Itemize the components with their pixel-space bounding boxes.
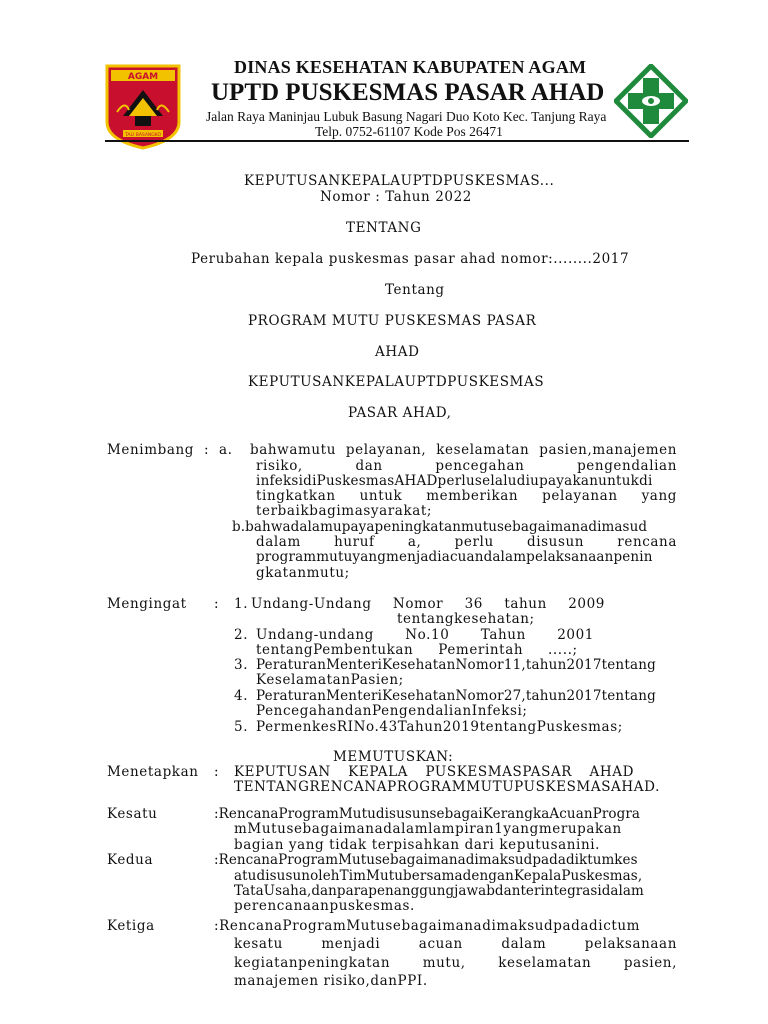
menetapkan-colon: :	[214, 764, 220, 780]
agency-name: DINAS KESEHATAN KABUPATEN AGAM	[234, 57, 587, 77]
mengingat-item: Undang-Undang Nomor 36 tahun 2009	[251, 596, 605, 612]
mengingat-item: tentangkesehatan;	[397, 611, 535, 627]
mengingat-colon: :	[214, 596, 220, 612]
address: Jalan Raya Maninjau Lubuk Basung Nagari Duo Koto Kec. Tanjung Raya	[206, 109, 607, 124]
program-title-2: AHAD	[375, 344, 420, 360]
tentang-subheading: Tentang	[385, 282, 445, 298]
program-title-1: PROGRAM MUTU PUSKESMAS PASAR	[248, 313, 537, 329]
menimbang-b-line: programmutuyangmenjadiacuandalampelaksanaanpenin	[256, 549, 653, 565]
puskesmas-title: UPTD PUSKESMAS PASAR AHAD	[211, 79, 605, 106]
kesatu-line: mMutusebagaimanadalamlampiran1yangmerupakan	[234, 821, 622, 837]
memutuskan-heading: MEMUTUSKAN:	[333, 749, 454, 765]
header-rule	[105, 140, 689, 142]
health-logo	[614, 64, 688, 138]
mengingat-item: PeraturanMenteriKesehatanNomor11,tahun2017tentang	[256, 657, 656, 673]
mengingat-item: PermenkesRINo.43Tahun2019tentangPuskesmas;	[256, 719, 623, 735]
agam-logo-motto: TALI BASANGKO	[124, 133, 162, 138]
menetapkan-line: KEPUTUSAN KEPALA PUSKESMASPASAR AHAD	[234, 764, 634, 780]
menimbang-a-line: tingkatkan untuk memberikan pelayanan yang	[256, 488, 677, 504]
menimbang-a-line: infeksidiPuskesmasAHADperluselaludiupayakanuntukdi	[256, 473, 653, 489]
mengingat-item: PeraturanMenteriKesehatanNomor27,tahun2017tentang	[256, 688, 656, 704]
agam-logo	[105, 64, 181, 150]
menimbang-a-line: terbaikbagimasyarakat;	[256, 503, 433, 519]
kedua-line: atudisusunolehTimMutubersamadenganKepalaPuskesmas,	[234, 868, 643, 884]
menimbang-colon: :	[204, 442, 210, 458]
mengingat-item-number: 5.	[234, 719, 249, 735]
menetapkan-line: TENTANGRENCANAPROGRAMMUTUPUSKESMASAHAD.	[234, 779, 660, 795]
mengingat-label: Mengingat	[107, 596, 187, 612]
ketiga-line: manajemen risiko,danPPI.	[234, 973, 428, 989]
mengingat-item: KeselamatanPasien;	[256, 672, 404, 688]
menimbang-b-line: gkatanmutu;	[256, 565, 350, 581]
phone: Telp. 0752-61107 Kode Pos 26471	[315, 124, 503, 139]
menimbang-label: Menimbang	[107, 442, 195, 458]
mengingat-item-number: 1.	[234, 596, 249, 612]
kepala-title: KEPUTUSANKEPALAUPTDPUSKESMAS	[248, 374, 545, 390]
menimbang-a-line: bahwamutu pelayanan, keselamatan pasien,manajemen	[250, 442, 677, 458]
ketiga-line: :RencanaProgramMutusebagaimanadimaksudpadadictum	[214, 918, 641, 934]
decree-title: KEPUTUSANKEPALAUPTDPUSKESMAS...	[244, 173, 555, 189]
kesatu-label: Kesatu	[107, 806, 158, 822]
kedua-label: Kedua	[107, 852, 154, 868]
kedua-line: perencanaanpuskesmas.	[234, 898, 415, 914]
menimbang-a-line: risiko, dan pencegahan pengendalian	[256, 458, 677, 474]
menimbang-a-marker: a.	[219, 442, 233, 458]
mengingat-item: tentangPembentukan Pemerintah .....;	[256, 642, 578, 658]
menimbang-b-line: b.bahwadalamupayapeningkatanmutusebagaimanadimasud	[232, 519, 648, 535]
kesatu-line: :RencanaProgramMutudisusunsebagaiKerangkaAcuanProgra	[214, 806, 641, 822]
ketiga-label: Ketiga	[107, 918, 155, 934]
pasar-ahad-title: PASAR AHAD,	[348, 405, 452, 421]
ketiga-line: kegiatanpeningkatan mutu, keselamatan pasien,	[234, 955, 677, 971]
mengingat-item-number: 2.	[234, 627, 249, 643]
kesatu-line: bagian yang tidak terpisahkan dari keputusanini.	[234, 837, 601, 853]
tentang-heading: TENTANG	[346, 220, 422, 236]
mengingat-item: PencegahandanPengendalianInfeksi;	[256, 703, 528, 719]
mengingat-item: Undang-undang No.10 Tahun 2001	[256, 627, 594, 643]
menimbang-b-line: dalam huruf a, perlu disusun rencana	[256, 534, 677, 550]
mengingat-item-number: 3.	[234, 657, 249, 673]
perubahan-line: Perubahan kepala puskesmas pasar ahad nomor:........2017	[191, 251, 630, 267]
kedua-line: TataUsaha,danparapenanggungjawabdanterintegrasidalam	[234, 883, 644, 899]
decree-number: Nomor : Tahun 2022	[320, 189, 472, 205]
mengingat-item-number: 4.	[234, 688, 249, 704]
kedua-line: :RencanaProgramMutusebagaimanadimaksudpadadiktumkes	[214, 852, 638, 868]
menetapkan-label: Menetapkan	[107, 764, 199, 780]
ketiga-line: kesatu menjadi acuan dalam pelaksanaan	[234, 936, 677, 952]
agam-logo-text: AGAM	[127, 72, 159, 82]
